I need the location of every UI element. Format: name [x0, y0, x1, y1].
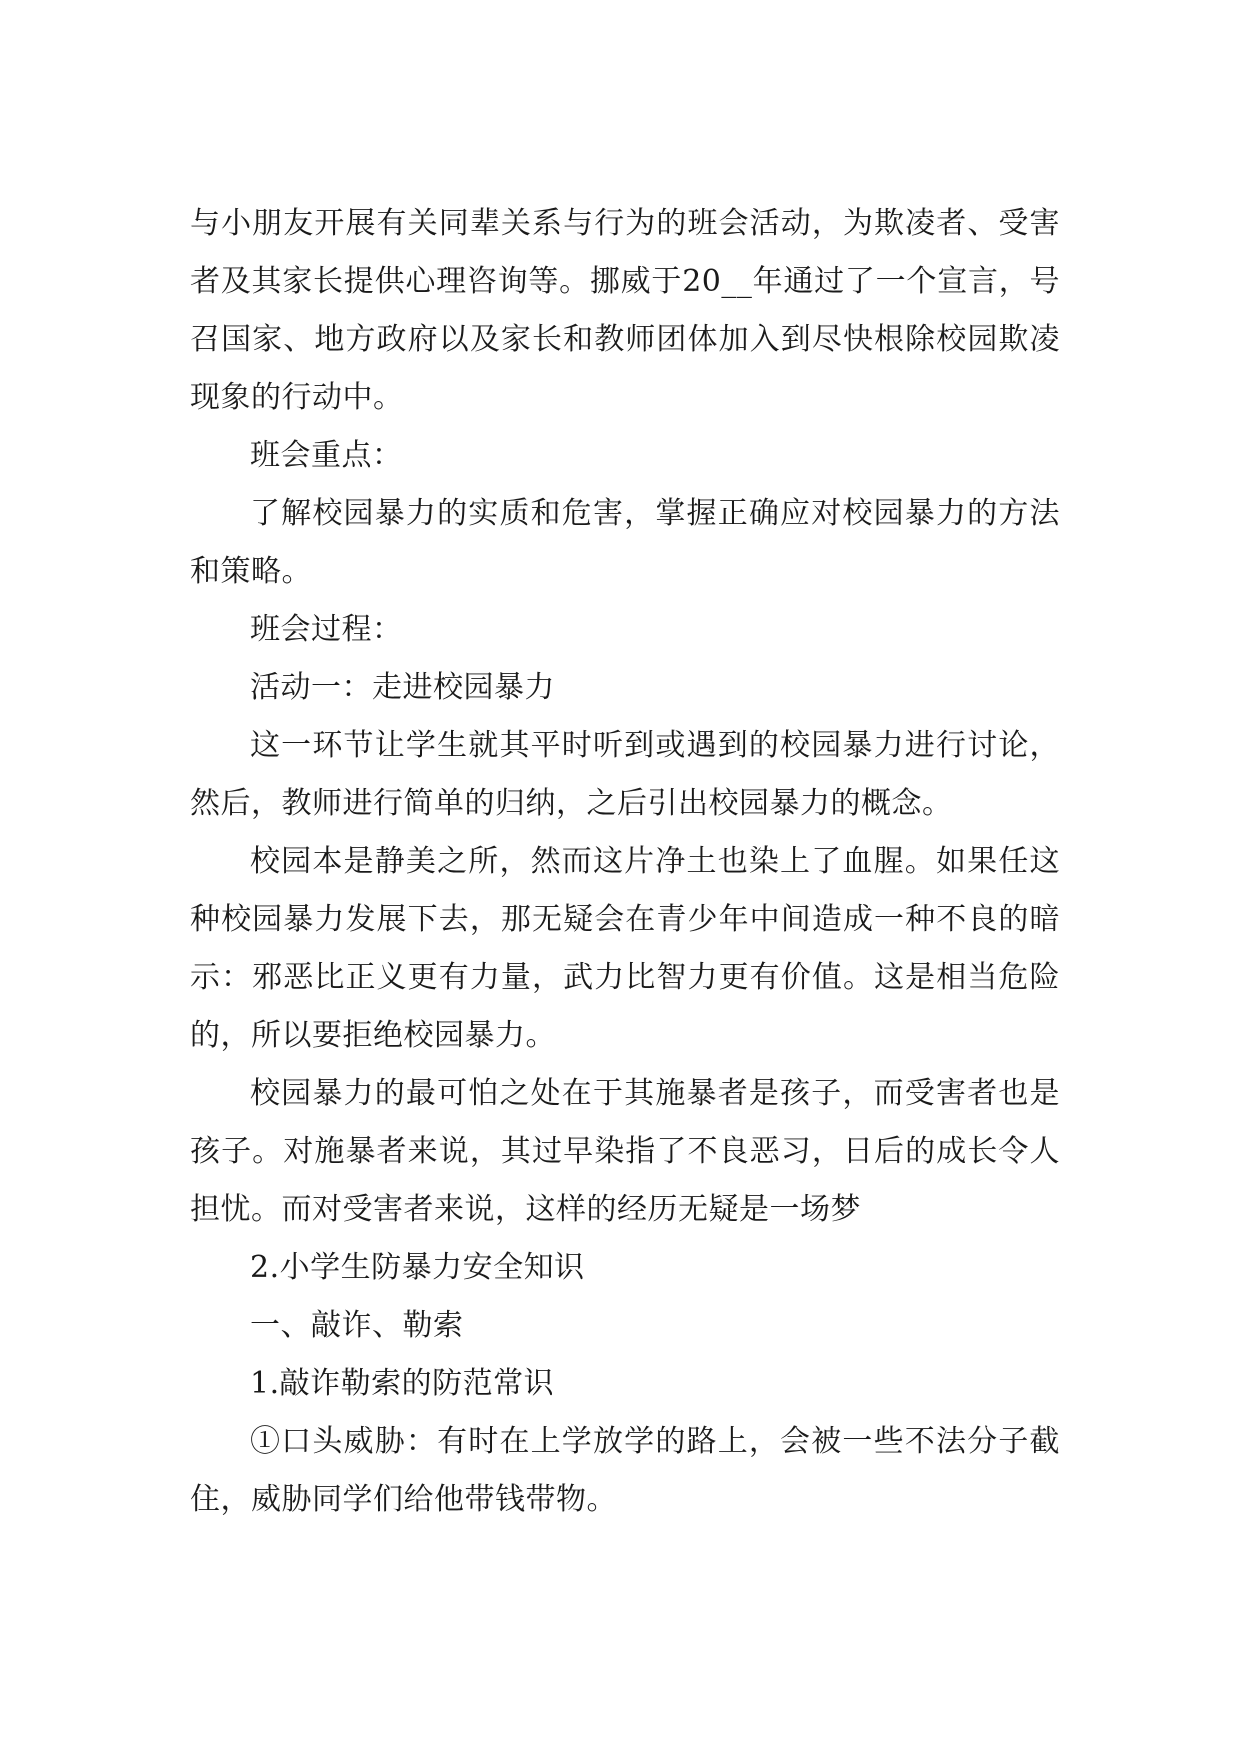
- heading-extortion-prevention: 1.敲诈勒索的防范常识: [250, 1366, 555, 1401]
- heading-activity-one: 活动一：走进校园暴力: [250, 670, 555, 705]
- paragraph-campus-violence-danger: 校园本是静美之所，然而这片净土也染上了血腥。如果任这种校园暴力发展下去，那无疑会在青少年中间造成一种不良的暗示：邪恶比正义更有力量，武力比智力更有价值。这是相当危险的，所以要拒绝校园暴力。: [190, 844, 1060, 1053]
- heading-extortion: 一、敲诈、勒索: [250, 1308, 464, 1343]
- paragraph-verbal-threat: ①口头威胁：有时在上学放学的路上，会被一些不法分子截住，威胁同学们给他带钱带物。: [190, 1424, 1060, 1517]
- document-body: [190, 195, 1060, 1529]
- paragraph-intro-continued: 与小朋友开展有关同辈关系与行为的班会活动，为欺凌者、受害者及其家长提供心理咨询等。挪威于20__年通过了一个宣言，号召国家、地方政府以及家长和教师团体加入到尽快根除校园欺凌现象的行动中。: [190, 206, 1060, 415]
- paragraph-class-focus: 了解校园暴力的实质和危害，掌握正确应对校园暴力的方法和策略。: [190, 496, 1060, 589]
- heading-class-focus: 班会重点：: [250, 438, 403, 473]
- paragraph-campus-violence-fear: 校园暴力的最可怕之处在于其施暴者是孩子，而受害者也是孩子。对施暴者来说，其过早染指了不良恶习，日后的成长令人担忧。而对受害者来说，这样的经历无疑是一场梦: [190, 1076, 1060, 1227]
- paragraph-activity-one: 这一环节让学生就其平时听到或遇到的校园暴力进行讨论，然后，教师进行简单的归纳，之后引出校园暴力的概念。: [190, 728, 1060, 821]
- heading-class-process: 班会过程：: [250, 612, 403, 647]
- heading-section-2: 2.小学生防暴力安全知识: [250, 1250, 585, 1285]
